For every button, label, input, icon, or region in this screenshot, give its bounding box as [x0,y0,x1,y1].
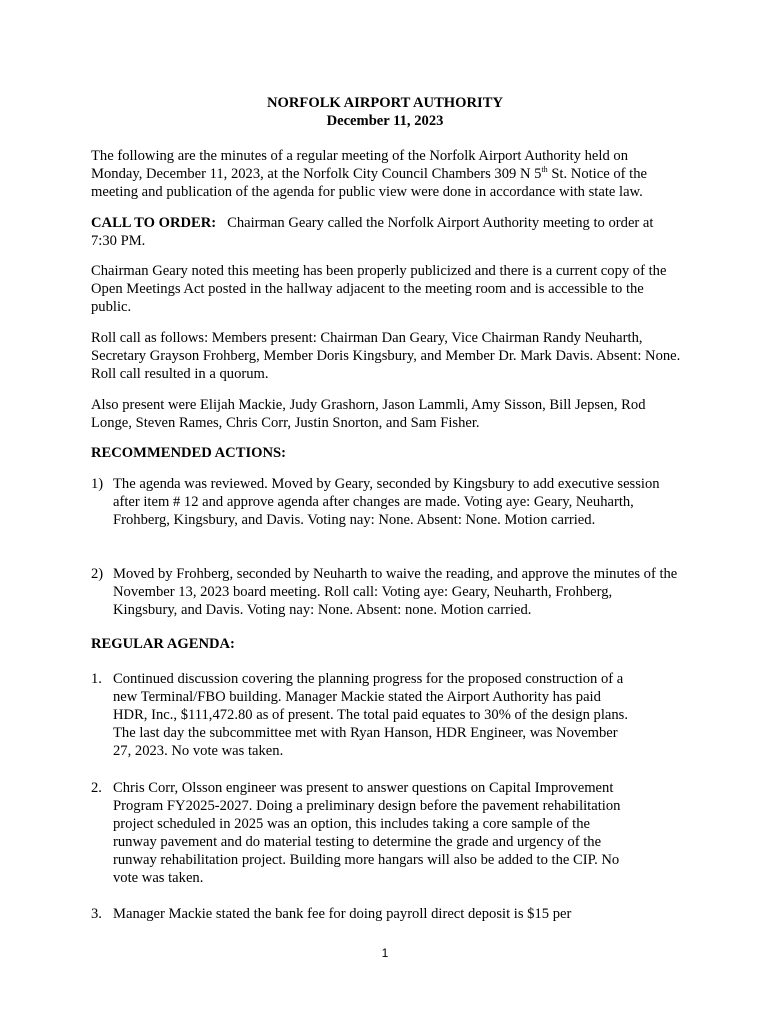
intro-text-part1: The following are the minutes of a regular meeting of the Norfolk Airport Authority held on Monday, December 11, 2023, at the Norfolk City Council Chambers 309 N 5 [91,148,628,182]
call-to-order-text: Chairman Geary called the Norfolk Airport Authority meeting to order at 7:30 PM. [91,215,658,249]
item-number: 1. [91,671,102,687]
item-text: The agenda was reviewed. Moved by Geary, seconded by Kingsbury to add executive session after item # 12 and approve agenda after changes are made. Voting aye: Geary, Neuharth, Frohberg, Kingsbury, and Davis. Voting nay: None. Absent: None. Motion carried. [113,476,660,528]
item-text: Continued discussion covering the planning progress for the proposed construction of a new Terminal/FBO building. Manager Mackie stated the Airport Authority has paid HDR, Inc., $111,472.80 as of present. The total paid equates to 30% of the design plans. The last day the subcommittee met with Ryan Hanson, HDR Engineer, was November 27, 2023. No vote was taken. [113,671,628,759]
intro-text-part2: St. Notice of the meeting and publication of the agenda for public view were done in accordance with state law. [91,166,647,200]
item-number: 2) [91,566,104,582]
item-number: 3. [91,906,102,922]
intro-superscript: th [541,165,548,175]
page-number: 1 [381,946,389,960]
publicized-paragraph: Chairman Geary noted this meeting has been properly publicized and there is a current copy of the Open Meetings Act posted in the hallway adjacent to the meeting room and is accessible to the public. [91,263,667,315]
regular-agenda-heading: REGULAR AGENDA: [91,636,235,652]
item-number: 1) [91,476,104,492]
roll-call-paragraph: Roll call as follows: Members present: Chairman Dan Geary, Vice Chairman Randy Neuharth, Secretary Grayson Frohberg, Member Doris Kingsbury, and Member Dr. Mark Davis. Absent: None. Roll call resulted in a quorum. [91,330,681,382]
recommended-actions-heading: RECOMMENDED ACTIONS: [91,445,286,461]
also-present-paragraph: Also present were Elijah Mackie, Judy Grashorn, Jason Lammli, Amy Sisson, Bill Jepsen, Rod Longe, Steven Rames, Chris Corr, Justin Snorton, and Sam Fisher. [91,397,646,431]
document-title: NORFOLK AIRPORT AUTHORITY [267,95,503,111]
item-text: Moved by Frohberg, seconded by Neuharth to waive the reading, and approve the minutes of the November 13, 2023 board meeting. Roll call: Voting aye: Geary, Neuharth, Frohberg, Kingsbury, and Davis. Voting nay: None. Absent: none. Motion carried. [113,566,678,618]
item-text: Manager Mackie stated the bank fee for doing payroll direct deposit is $15 per [113,906,572,922]
meeting-date: December 11, 2023 [326,113,444,129]
call-to-order-label: CALL TO ORDER: [91,215,217,231]
item-text: Chris Corr, Olsson engineer was present to answer questions on Capital Improvement Program FY2025-2027. Doing a preliminary design before the pavement rehabilitation project scheduled in 2025 was an option, this includes taking a core sample of the runway pavement and do material testing to determine the grade and urgency of the runway rehabilitation project. Building more hangars will also be added to the CIP. No vote was taken. [113,780,621,886]
intro-paragraph [91,147,681,201]
item-number: 2. [91,780,102,796]
call-to-order-paragraph [91,214,681,250]
